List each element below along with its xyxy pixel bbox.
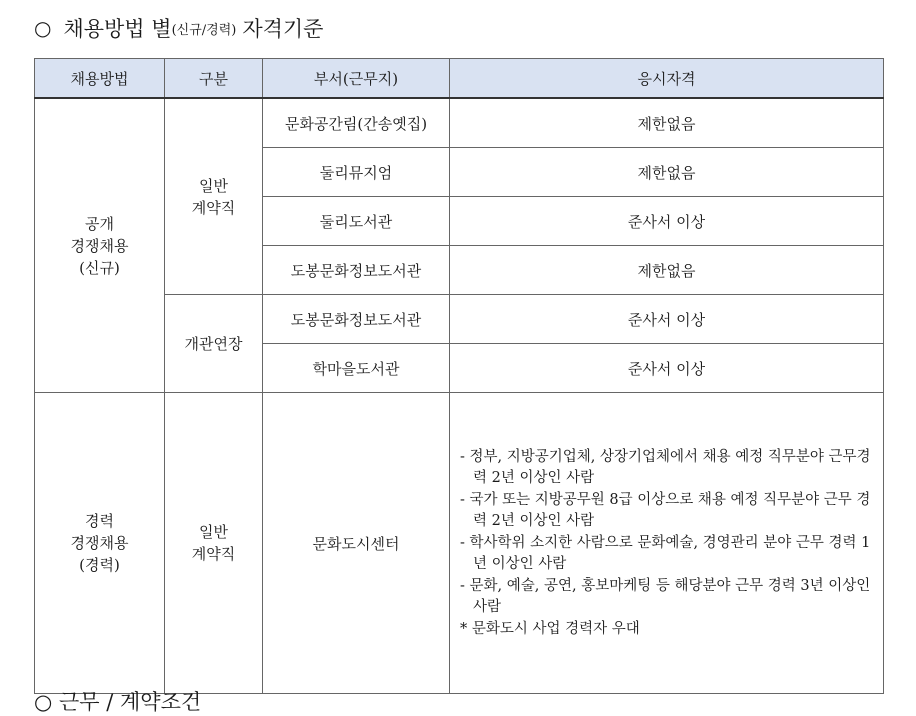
header-qualification: 응시자격 — [450, 59, 884, 99]
next-section-heading: ○ 근무 / 계약조건 — [34, 690, 202, 714]
category-career-cell: 일반 계약직 — [165, 393, 263, 694]
qualification-item: - 학사학위 소지한 사람으로 문화예술, 경영관리 분야 근무 경력 1년 이상인 사람 — [460, 534, 871, 572]
heading-title-main: 채용방법 별 — [63, 17, 172, 41]
table-row — [35, 393, 884, 694]
qualification-item: - 국가 또는 지방공무원 8급 이상으로 채용 예정 직무분야 근무 경력 2년 이상인 사람 — [460, 491, 871, 529]
method-new-cell: 공개 경쟁채용 (신규) — [35, 98, 165, 393]
heading-title-paren: (신규/경력) — [171, 22, 237, 38]
circle-bullet-icon: ○ — [34, 16, 52, 40]
qual-cell: 제한없음 — [450, 148, 884, 197]
dept-cell: 도봉문화정보도서관 — [263, 295, 450, 344]
header-category: 구분 — [165, 59, 263, 99]
qual-cell: 제한없음 — [450, 246, 884, 295]
qualification-item: - 문화, 예술, 공연, 홍보마케팅 등 해당분야 근무 경력 3년 이상인 사람 — [460, 577, 871, 615]
qual-cell: 제한없음 — [450, 98, 884, 148]
header-method: 채용방법 — [35, 59, 165, 99]
dept-cell: 문화공간림(간송옛집) — [263, 98, 450, 148]
table-row — [35, 98, 884, 148]
dept-cell: 둘리도서관 — [263, 197, 450, 246]
career-qualifications-cell — [450, 393, 884, 694]
preference-note: * 문화도시 사업 경력자 우대 — [460, 620, 640, 637]
dept-cell: 학마을도서관 — [263, 344, 450, 393]
qualification-item: - 정부, 지방공기업체, 상장기업체에서 채용 예정 직무분야 근무경력 2년 이상인 사람 — [460, 448, 871, 486]
qual-cell: 준사서 이상 — [450, 197, 884, 246]
section-heading — [34, 8, 323, 48]
header-dept: 부서(근무지) — [263, 59, 450, 99]
dept-cell: 문화도시센터 — [263, 393, 450, 694]
heading-title-tail: 자격기준 — [242, 17, 324, 41]
qual-cell: 준사서 이상 — [450, 344, 884, 393]
dept-cell: 둘리뮤지엄 — [263, 148, 450, 197]
table-header-row — [35, 59, 884, 99]
method-career-cell: 경력 경쟁채용 (경력) — [35, 393, 165, 694]
qualification-table — [34, 58, 884, 694]
dept-cell: 도봉문화정보도서관 — [263, 246, 450, 295]
qual-cell: 준사서 이상 — [450, 295, 884, 344]
category-general-cell: 일반 계약직 — [165, 98, 263, 295]
category-extended-cell: 개관연장 — [165, 295, 263, 393]
